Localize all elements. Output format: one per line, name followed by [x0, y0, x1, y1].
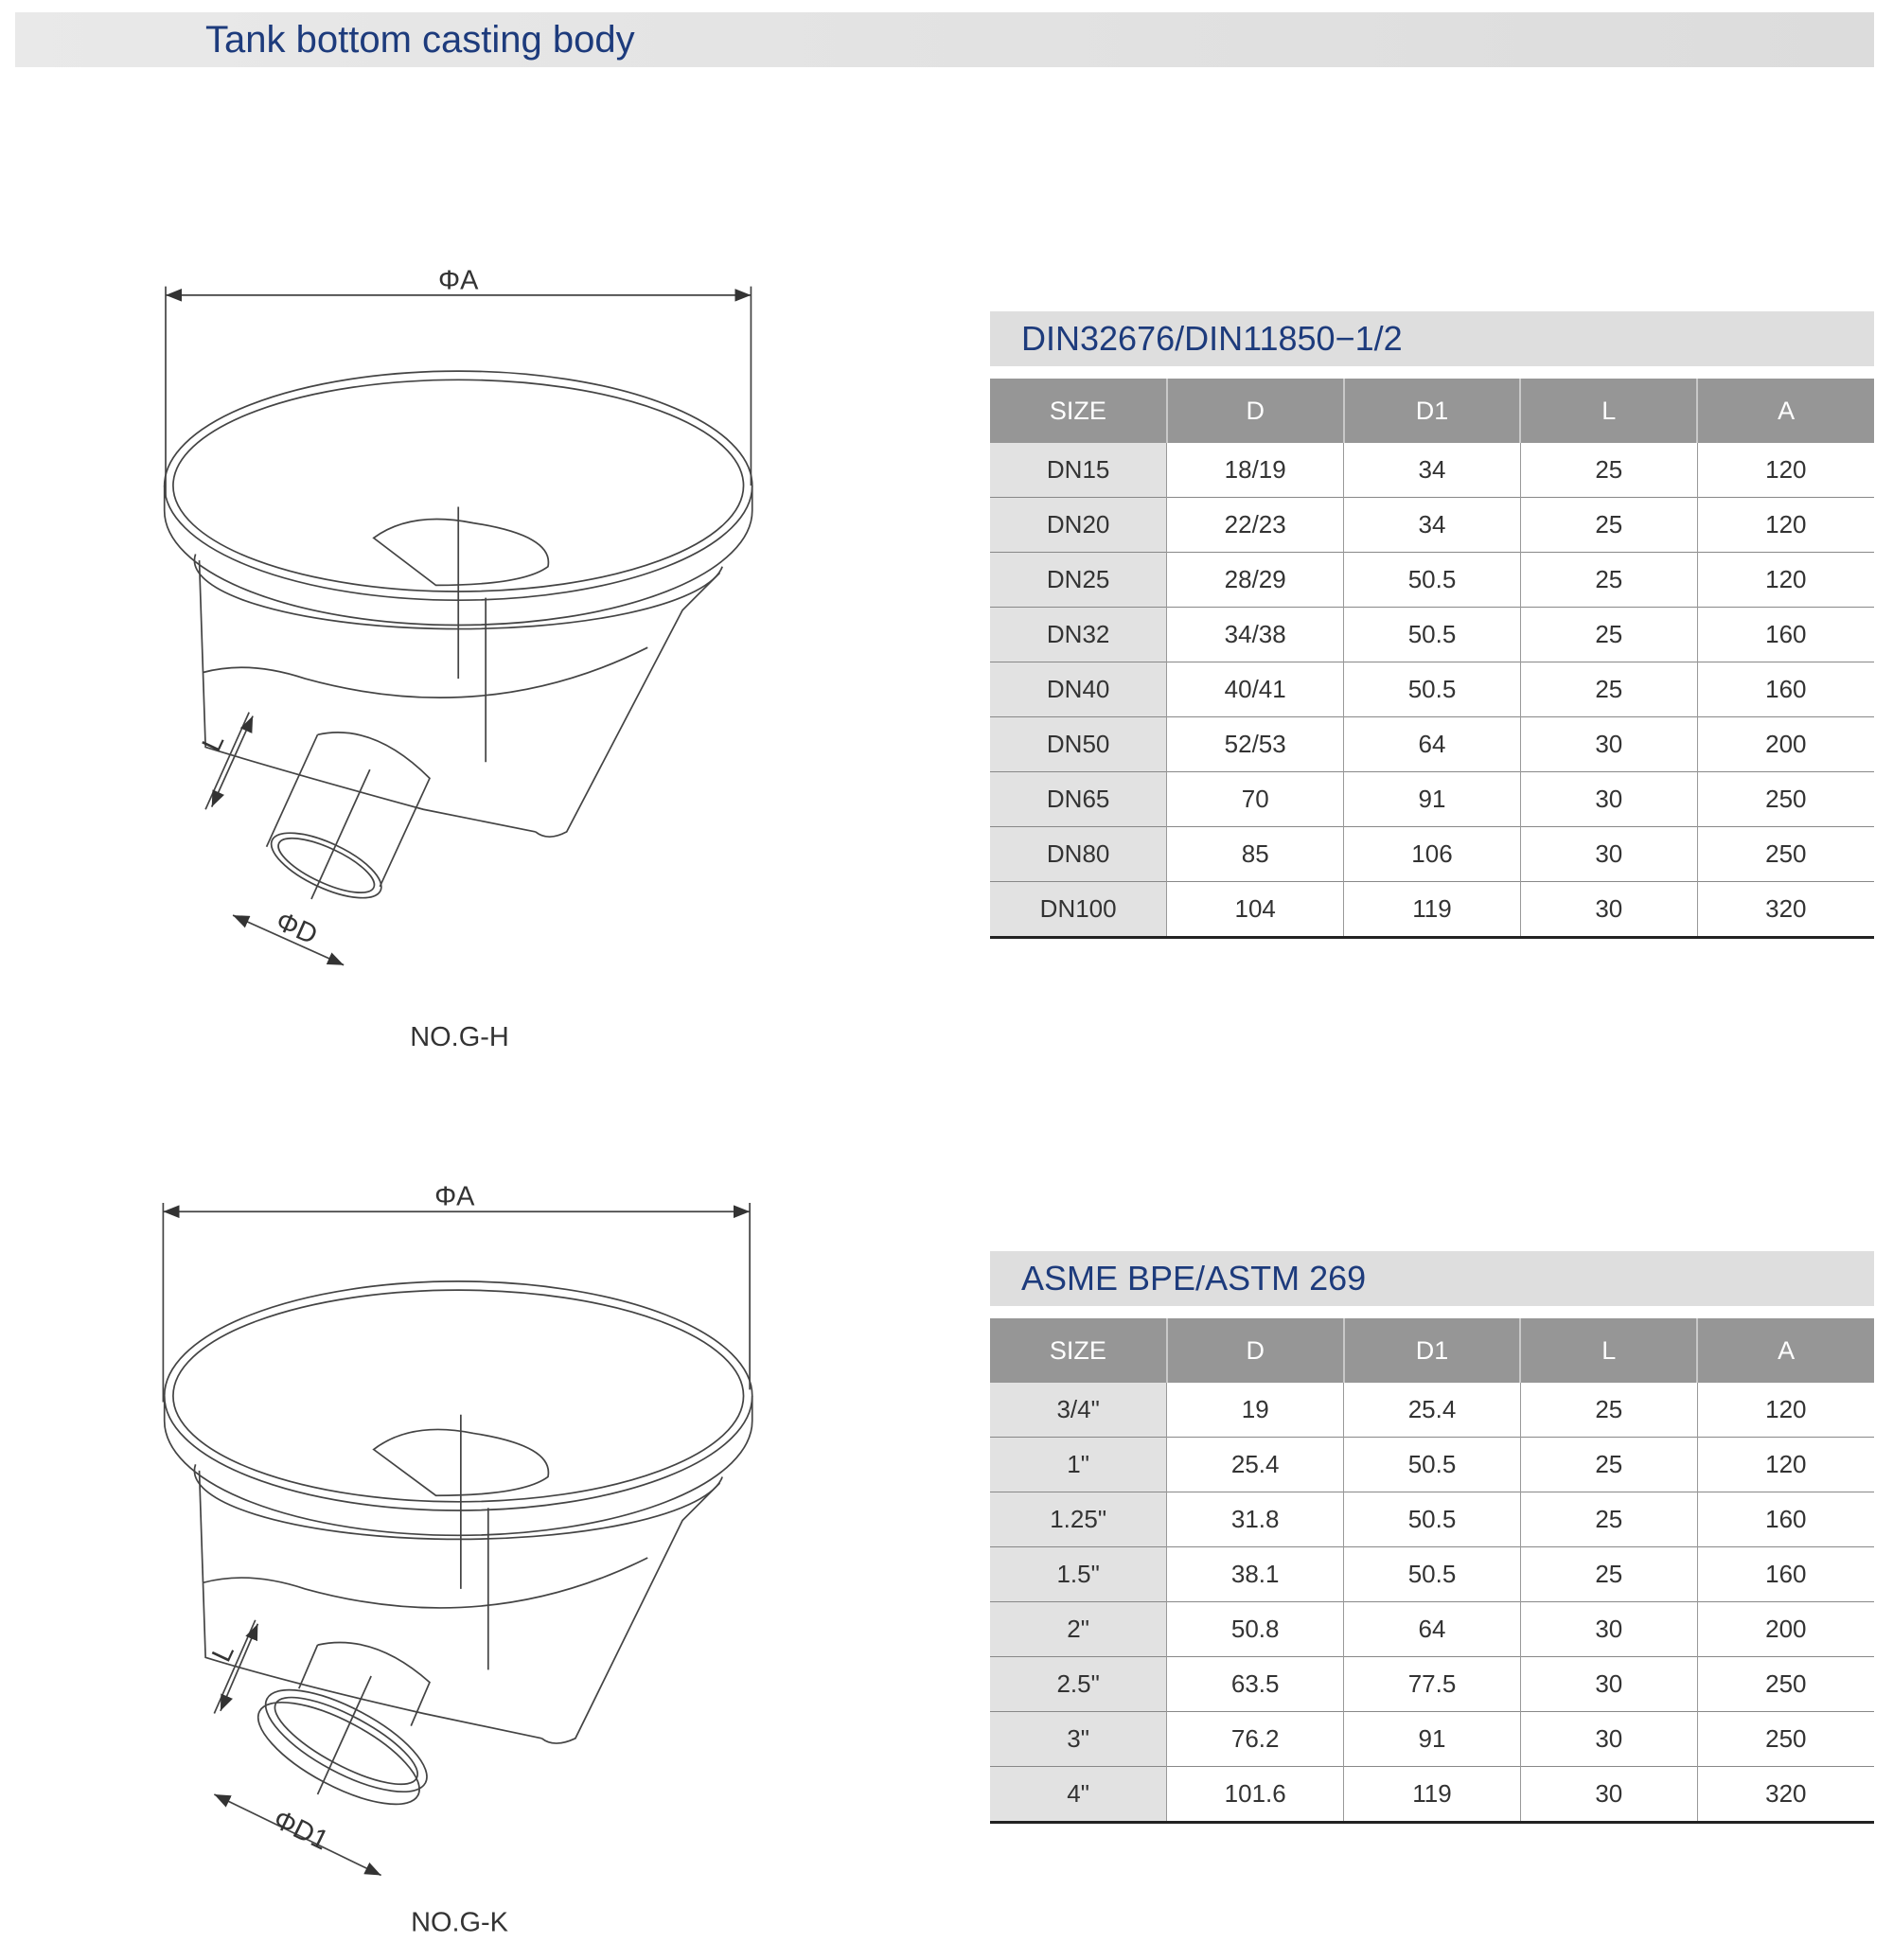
value-cell: 25.4 [1167, 1438, 1344, 1492]
value-cell: 320 [1697, 1767, 1874, 1823]
value-cell: 34 [1344, 498, 1521, 553]
value-cell: 30 [1520, 827, 1697, 882]
value-cell: 28/29 [1167, 553, 1344, 608]
drawing-g-h [165, 265, 752, 1052]
model-label-g-h: NO.G-H [410, 1022, 509, 1053]
value-cell: 119 [1344, 1767, 1521, 1823]
size-cell: 3/4" [990, 1383, 1167, 1438]
value-cell: 30 [1520, 1602, 1697, 1657]
value-cell: 64 [1344, 1602, 1521, 1657]
size-cell: 1.25" [990, 1492, 1167, 1547]
dim-label-d: ΦD [271, 906, 322, 951]
value-cell: 30 [1520, 772, 1697, 827]
table-row [990, 1657, 1874, 1712]
table-row [990, 662, 1874, 717]
value-cell: 77.5 [1344, 1657, 1521, 1712]
dim-label-l: L [196, 729, 231, 756]
value-cell: 91 [1344, 772, 1521, 827]
value-cell: 30 [1520, 1657, 1697, 1712]
value-cell: 250 [1697, 827, 1874, 882]
asme-table [990, 1251, 1874, 1824]
value-cell: 31.8 [1167, 1492, 1344, 1547]
value-cell: 25 [1520, 443, 1697, 498]
value-cell: 25 [1520, 1492, 1697, 1547]
value-cell: 25 [1520, 662, 1697, 717]
value-cell: 104 [1167, 882, 1344, 938]
value-cell: 50.5 [1344, 1492, 1521, 1547]
value-cell: 76.2 [1167, 1712, 1344, 1767]
column-header: A [1697, 1318, 1874, 1383]
column-header: D [1167, 379, 1344, 443]
value-cell: 64 [1344, 717, 1521, 772]
din-table [990, 311, 1874, 939]
column-header: D [1167, 1318, 1344, 1383]
dimension-table [990, 1318, 1874, 1824]
value-cell: 50.8 [1167, 1602, 1344, 1657]
size-cell: 3" [990, 1712, 1167, 1767]
column-header: D1 [1344, 379, 1521, 443]
value-cell: 25 [1520, 498, 1697, 553]
column-header: SIZE [990, 379, 1167, 443]
value-cell: 63.5 [1167, 1657, 1344, 1712]
table-row [990, 827, 1874, 882]
value-cell: 160 [1697, 662, 1874, 717]
value-cell: 160 [1697, 1492, 1874, 1547]
value-cell: 200 [1697, 1602, 1874, 1657]
size-cell: DN15 [990, 443, 1167, 498]
page-title: Tank bottom casting body [205, 19, 635, 61]
value-cell: 200 [1697, 717, 1874, 772]
value-cell: 250 [1697, 772, 1874, 827]
size-cell: DN65 [990, 772, 1167, 827]
value-cell: 120 [1697, 1383, 1874, 1438]
value-cell: 101.6 [1167, 1767, 1344, 1823]
value-cell: 250 [1697, 1712, 1874, 1767]
size-cell: 4" [990, 1767, 1167, 1823]
value-cell: 120 [1697, 443, 1874, 498]
table-row [990, 498, 1874, 553]
size-cell: DN50 [990, 717, 1167, 772]
size-cell: 1.5" [990, 1547, 1167, 1602]
size-cell: 2" [990, 1602, 1167, 1657]
table-row [990, 1492, 1874, 1547]
size-cell: 2.5" [990, 1657, 1167, 1712]
table-title-bar [990, 311, 1874, 366]
size-cell: DN20 [990, 498, 1167, 553]
value-cell: 91 [1344, 1712, 1521, 1767]
value-cell: 50.5 [1344, 608, 1521, 662]
size-cell: DN100 [990, 882, 1167, 938]
size-cell: DN40 [990, 662, 1167, 717]
table-row [990, 717, 1874, 772]
value-cell: 25 [1520, 1383, 1697, 1438]
column-header: A [1697, 379, 1874, 443]
value-cell: 160 [1697, 608, 1874, 662]
value-cell: 120 [1697, 553, 1874, 608]
dim-label-d1: ΦD1 [268, 1804, 333, 1857]
table-title-bar [990, 1251, 1874, 1306]
value-cell: 25 [1520, 608, 1697, 662]
value-cell: 25 [1520, 553, 1697, 608]
value-cell: 18/19 [1167, 443, 1344, 498]
value-cell: 119 [1344, 882, 1521, 938]
value-cell: 30 [1520, 882, 1697, 938]
dim-label-a: ΦA [434, 1181, 475, 1212]
table-header-row [990, 379, 1874, 443]
value-cell: 85 [1167, 827, 1344, 882]
table-row [990, 443, 1874, 498]
value-cell: 50.5 [1344, 553, 1521, 608]
table-row [990, 1438, 1874, 1492]
table-row [990, 1383, 1874, 1438]
table-row [990, 1547, 1874, 1602]
column-header: L [1520, 379, 1697, 443]
table-row [990, 553, 1874, 608]
value-cell: 50.5 [1344, 662, 1521, 717]
table-header-row [990, 1318, 1874, 1383]
value-cell: 250 [1697, 1657, 1874, 1712]
value-cell: 22/23 [1167, 498, 1344, 553]
column-header: SIZE [990, 1318, 1167, 1383]
value-cell: 19 [1167, 1383, 1344, 1438]
model-label-g-k: NO.G-K [411, 1907, 508, 1938]
table-row [990, 1767, 1874, 1823]
dimension-table [990, 379, 1874, 939]
value-cell: 160 [1697, 1547, 1874, 1602]
value-cell: 34 [1344, 443, 1521, 498]
column-header: L [1520, 1318, 1697, 1383]
value-cell: 106 [1344, 827, 1521, 882]
dim-label-l: L [206, 1639, 240, 1667]
column-header: D1 [1344, 1318, 1521, 1383]
size-cell: DN32 [990, 608, 1167, 662]
table-row [990, 1712, 1874, 1767]
size-cell: DN80 [990, 827, 1167, 882]
table-title: DIN32676/DIN11850−1/2 [1021, 319, 1403, 358]
value-cell: 40/41 [1167, 662, 1344, 717]
size-cell: DN25 [990, 553, 1167, 608]
value-cell: 70 [1167, 772, 1344, 827]
size-cell: 1" [990, 1438, 1167, 1492]
value-cell: 30 [1520, 1712, 1697, 1767]
value-cell: 50.5 [1344, 1547, 1521, 1602]
value-cell: 34/38 [1167, 608, 1344, 662]
value-cell: 320 [1697, 882, 1874, 938]
table-row [990, 772, 1874, 827]
table-row [990, 608, 1874, 662]
table-row [990, 882, 1874, 938]
value-cell: 30 [1520, 717, 1697, 772]
value-cell: 120 [1697, 498, 1874, 553]
value-cell: 120 [1697, 1438, 1874, 1492]
drawing-g-k [163, 1182, 752, 1938]
dim-label-a: ΦA [438, 265, 479, 296]
value-cell: 25 [1520, 1438, 1697, 1492]
value-cell: 50.5 [1344, 1438, 1521, 1492]
value-cell: 30 [1520, 1767, 1697, 1823]
value-cell: 52/53 [1167, 717, 1344, 772]
value-cell: 38.1 [1167, 1547, 1344, 1602]
value-cell: 25.4 [1344, 1383, 1521, 1438]
value-cell: 25 [1520, 1547, 1697, 1602]
table-row [990, 1602, 1874, 1657]
table-title: ASME BPE/ASTM 269 [1021, 1259, 1367, 1298]
